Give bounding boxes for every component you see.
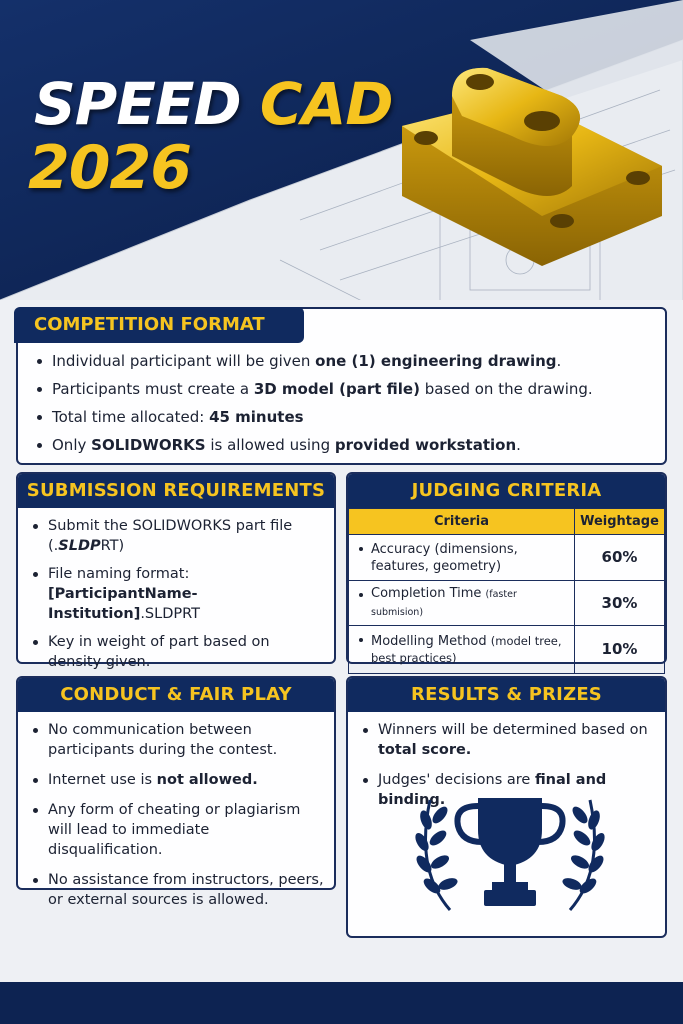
- weight-cell: 10%: [575, 626, 665, 674]
- title-year: 2026: [28, 133, 191, 203]
- weightage-col-header: Weightage: [575, 509, 665, 535]
- list-item: No communication between participants during the contest.: [24, 720, 328, 760]
- submission-card: [16, 472, 336, 670]
- footer-bar: [0, 982, 683, 1024]
- list-item: Any form of cheating or plagiarism will lead to immediate disqualification.: [24, 800, 328, 860]
- list-item: File naming format: [ParticipantName-Institution].SLDPRT: [24, 564, 326, 624]
- judging-card: [346, 472, 667, 664]
- list-item: Participants must create a 3D model (part file) based on the drawing.: [28, 379, 593, 399]
- event-title: [34, 72, 392, 136]
- competition-format-heading: COMPETITION FORMAT: [14, 307, 304, 343]
- criteria-table: [348, 508, 665, 674]
- list-item: Internet use is not allowed.: [24, 770, 328, 790]
- table-row: [349, 535, 665, 581]
- list-item: Total time allocated: 45 minutes: [28, 407, 593, 427]
- list-item: Individual participant will be given one (1) engineering drawing.: [28, 351, 593, 371]
- table-row: [349, 581, 665, 626]
- submission-list: [18, 508, 334, 672]
- list-item: No assistance from instructors, peers, or external sources is allowed.: [24, 870, 328, 910]
- conduct-heading: CONDUCT & FAIR PLAY: [18, 678, 334, 712]
- results-heading: RESULTS & PRIZES: [348, 678, 665, 712]
- title-word-cad: CAD: [259, 70, 393, 138]
- criteria-col-header: Criteria: [349, 509, 575, 535]
- criteria-cell: Completion Time (faster submision): [349, 581, 575, 626]
- competition-format-list: [28, 351, 593, 463]
- conduct-list: [18, 712, 334, 910]
- criteria-cell: Accuracy (dimensions, features, geometry): [349, 535, 575, 581]
- weight-cell: 60%: [575, 535, 665, 581]
- list-item: Submit the SOLIDWORKS part file (.SLDPRT): [24, 516, 326, 556]
- list-item: Key in weight of part based on density given.: [24, 632, 326, 672]
- list-item: Winners will be determined based on total score.: [354, 720, 659, 760]
- list-item: Only SOLIDWORKS is allowed using provided workstation.: [28, 435, 593, 455]
- criteria-cell: Modelling Method (model tree, best practices): [349, 626, 575, 674]
- trophy-icon: [410, 790, 610, 920]
- title-word-speed: SPEED: [34, 70, 241, 138]
- submission-heading: SUBMISSION REQUIREMENTS: [18, 474, 334, 508]
- list-item: Judges' decisions are final and binding.: [354, 770, 659, 810]
- conduct-card: [16, 676, 336, 908]
- hero-banner: [0, 0, 683, 300]
- table-row: [349, 626, 665, 674]
- judging-heading: JUDGING CRITERIA: [348, 474, 665, 508]
- event-year: [28, 133, 191, 203]
- cad-part-image: [392, 56, 678, 276]
- laurel-icon: [413, 800, 459, 910]
- results-card: [346, 676, 667, 938]
- weight-cell: 30%: [575, 581, 665, 626]
- laurel-icon: [561, 800, 607, 910]
